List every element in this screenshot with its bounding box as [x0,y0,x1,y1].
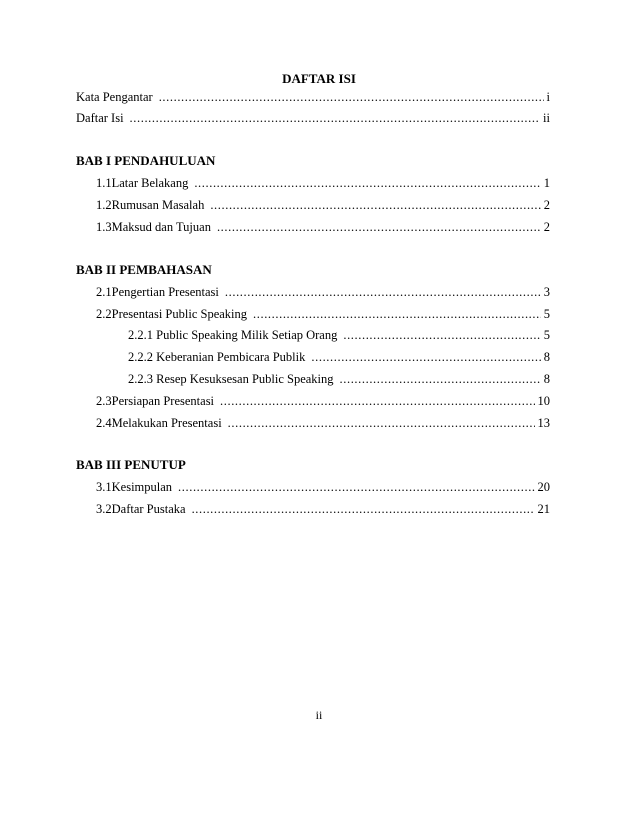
page-title: DAFTAR ISI [282,71,356,86]
toc-entry-label: 2.2.3 Resep Kesuksesan Public Speaking [128,372,334,386]
toc-entry-page: 2 [543,220,550,234]
toc-entry-page: ii [543,111,550,125]
toc-entry-label: Melakukan Presentasi [111,416,222,430]
toc-entry-2-1[interactable] [96,284,550,300]
toc-entry-number: 2.1 [96,285,112,299]
toc-entry-page: 2 [543,198,550,212]
toc-entry-2-2[interactable] [96,306,550,322]
dot-leader [343,327,540,343]
toc-entry-2-4[interactable] [96,415,550,431]
toc-entry-page: 10 [537,394,550,408]
toc-entry-3-1[interactable] [96,479,550,495]
toc-entry-page: i [546,90,550,104]
toc-entry-1-2[interactable] [96,197,550,213]
toc-entry-number: 1.2 [96,198,112,212]
page-number: ii [315,708,323,722]
dot-leader [220,393,534,409]
toc-entry-2-2-3[interactable] [128,371,550,387]
toc-entry-label: Daftar Pustaka [111,502,186,516]
toc-entry-number: 2.4 [96,416,112,430]
toc-entry-page: 5 [543,307,550,321]
dot-leader [225,284,541,300]
toc-entry-number: 3.1 [96,480,112,494]
toc-entry-label: Presentasi Public Speaking [111,307,248,321]
dot-leader [217,219,541,235]
toc-entry-daftar-isi[interactable] [76,110,550,126]
toc-entry-page: 5 [543,328,550,342]
toc-entry-3-2[interactable] [96,501,550,517]
dot-leader [340,371,541,387]
chapter-heading-bab-2: BAB II PEMBAHASAN [76,262,212,277]
toc-entry-1-1[interactable] [96,175,550,191]
dot-leader [194,175,540,191]
toc-entry-page: 8 [543,350,550,364]
toc-entry-page: 8 [543,372,550,386]
chapter-heading-bab-3: BAB III PENUTUP [76,457,186,472]
dot-leader [311,349,540,365]
dot-leader [192,501,535,517]
toc-entry-page: 13 [537,416,550,430]
toc-entry-label: Persiapan Presentasi [111,394,215,408]
dot-leader [130,110,541,126]
toc-entry-label: Pengertian Presentasi [111,285,219,299]
toc-entry-2-2-1[interactable] [128,327,550,343]
toc-entry-label: Rumusan Masalah [111,198,205,212]
dot-leader [210,197,540,213]
toc-entry-label: Kata Pengantar [76,90,153,104]
dot-leader [228,415,535,431]
toc-entry-label: Daftar Isi [76,111,124,125]
chapter-heading-bab-1: BAB I PENDAHULUAN [76,153,216,168]
toc-entry-1-3[interactable] [96,219,550,235]
toc-entry-number: 1.1 [96,176,112,190]
toc-entry-2-2-2[interactable] [128,349,550,365]
toc-entry-label: 2.2.1 Public Speaking Milik Setiap Orang [128,328,338,342]
toc-entry-number: 3.2 [96,502,112,516]
toc-entry-label: Maksud dan Tujuan [111,220,211,234]
toc-entry-label: Kesimpulan [111,480,173,494]
toc-entry-number: 2.3 [96,394,112,408]
toc-entry-label: Latar Belakang [111,176,189,190]
toc-entry-page: 20 [537,480,550,494]
toc-entry-page: 1 [543,176,550,190]
toc-entry-2-3[interactable] [96,393,550,409]
toc-entry-label: 2.2.2 Keberanian Pembicara Publik [128,350,306,364]
toc-entry-page: 21 [537,502,550,516]
toc-entry-kata-pengantar[interactable] [76,89,550,105]
dot-leader [178,479,534,495]
toc-entry-number: 1.3 [96,220,112,234]
dot-leader [159,89,544,105]
toc-entry-number: 2.2 [96,307,112,321]
dot-leader [253,306,541,322]
toc-entry-page: 3 [543,285,550,299]
